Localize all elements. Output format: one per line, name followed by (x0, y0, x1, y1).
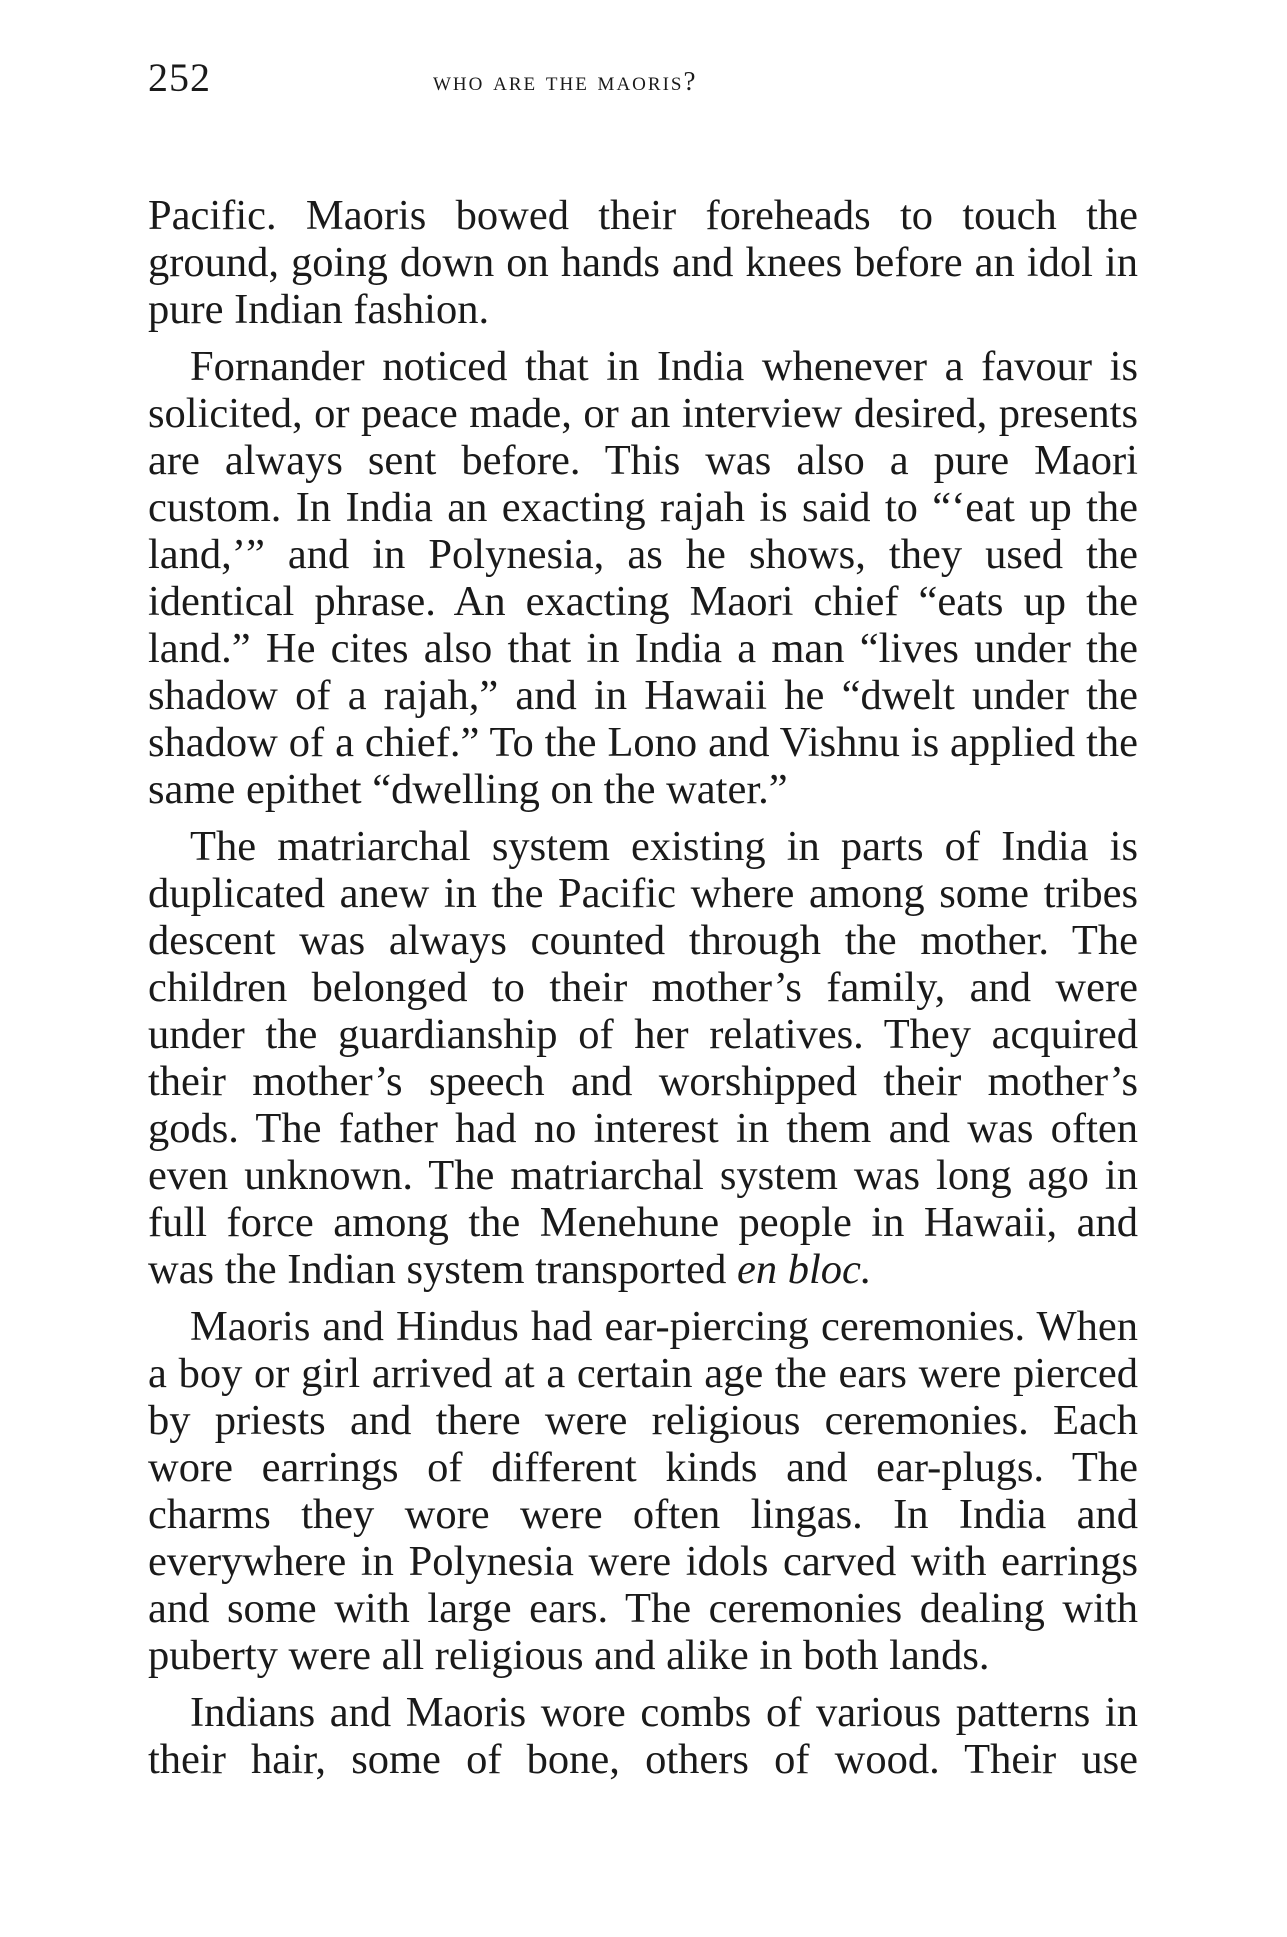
paragraph-2: Fornander noticed that in India whenever a favour is solicited, or peace made, or an interview desired, presents are always sent before. This was also a pure Maori custom. In India an exacting rajah is said to “‘eat up the land,’” and in Polynesia, as he shows, they used the identical phrase. An exacting Maori chief “eats up the land.” He cites also that in India a man “lives under the shadow of a rajah,” and in Hawaii he “dwelt under the shadow of a chief.” To the Lono and Vishnu is applied the same epithet “dwelling on the water.” (148, 343, 1138, 813)
page-number: 252 (148, 55, 211, 100)
book-page (148, 50, 1138, 1793)
paragraph-4: Maoris and Hindus had ear-piercing ceremonies. When a boy or girl arrived at a certain age the ears were pierced by priests and there were religious ceremonies. Each wore earrings of different kinds and ear-plugs. The charms they wore were often lingas. In India and everywhere in Polynesia were idols carved with earrings and some with large ears. The ceremonies dealing with puberty were all religious and alike in both lands. (148, 1303, 1138, 1679)
page-header (148, 50, 1138, 110)
paragraph-1: Pacific. Maoris bowed their foreheads to touch the ground, going down on hands and knees before an idol in pure Indian fashion. (148, 192, 1138, 333)
running-head: who are the maoris? (433, 66, 698, 96)
body-text (148, 192, 1138, 1783)
paragraph-3-text: The matriarchal system existing in parts of India is duplicated anew in the Pacific where among some tribes descent was always counted through the mother. The children belonged to their mother’s family, and were under the guardianship of her relatives. They acquired their mother’s speech and worshipped their mother’s gods. The father had no interest in them and was often even unknown. The matriarchal system was long ago in full force among the Menehune people in Hawaii, and was the Indian system transported (148, 823, 1138, 1293)
paragraph-3 (148, 823, 1138, 1293)
paragraph-3-italic: en bloc. (736, 1246, 872, 1293)
paragraph-5: Indians and Maoris wore combs of various patterns in their hair, some of bone, others of wood. Their use (148, 1689, 1138, 1783)
